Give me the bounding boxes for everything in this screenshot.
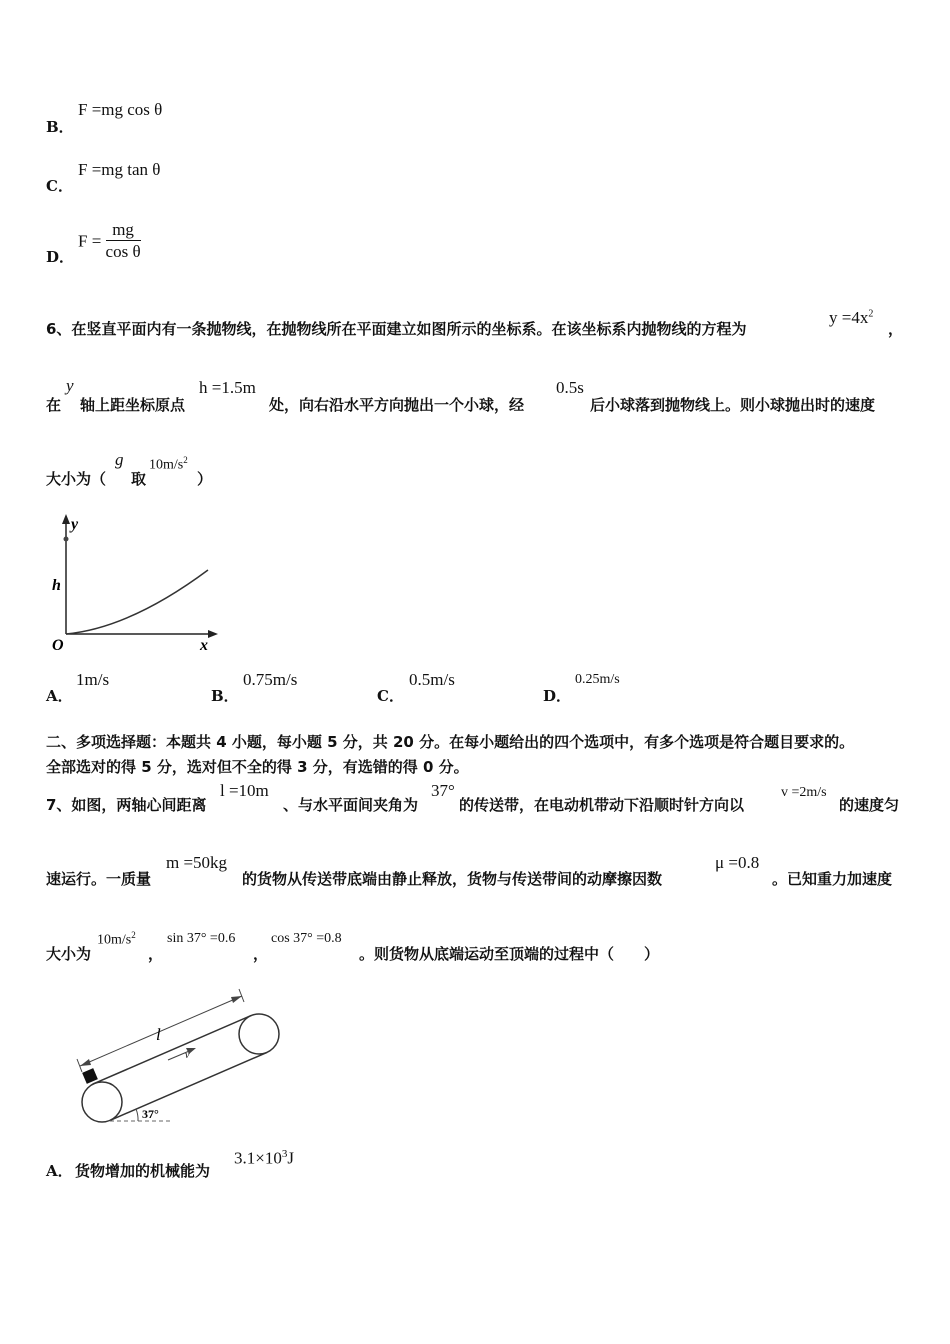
q7-option-a-label: A．	[46, 1162, 73, 1180]
option-d-numerator: mg	[106, 220, 141, 241]
q6-height: h =1.5m	[199, 378, 256, 397]
option-d-fraction	[106, 220, 141, 263]
fig-angle-label: 37°	[142, 1107, 159, 1121]
option-c-formula: F =mg tan θ	[78, 160, 161, 179]
fig-y-label: y	[71, 516, 79, 533]
option-b-formula: F =mg cos θ	[78, 100, 163, 119]
q7-option-a-value: $3.1\times 10^3J$	[234, 1148, 294, 1168]
fig-velocity-label: v	[185, 1050, 190, 1061]
q6-line3-a: 大小为（	[46, 470, 107, 488]
q7-friction-coefficient: μ =0.8	[715, 853, 760, 872]
q7-line2-c: 。已知重力加速度	[772, 870, 893, 888]
option-d-lhs: F =	[78, 231, 102, 251]
q7-option-a-text: 货物增加的机械能为	[75, 1162, 211, 1180]
q7-line1-d: 的速度匀	[839, 796, 900, 814]
angle-arc	[136, 1109, 138, 1121]
section2-line1: 二、多项选择题：本题共 4 小题，每小题 5 分，共 20 分。在每小题给出的四个选项中，有多个选项是符合题目要求的。	[46, 733, 855, 751]
q6-option-d-label: D．	[543, 687, 572, 705]
fig-length-label: l	[156, 1025, 161, 1044]
q6-y-symbol: y	[66, 376, 74, 395]
q6-g-value: $10m/s^2$	[149, 455, 188, 473]
fig-origin-label: O	[52, 637, 64, 654]
q7-conveyor-figure	[72, 982, 287, 1127]
q6-line1-text: 6、在竖直平面内有一条抛物线，在抛物线所在平面建立如图所示的坐标系。在该坐标系内抛物线的方程为	[46, 320, 747, 338]
q7-line1-b: 、与水平面间夹角为	[283, 796, 419, 814]
q6-line2-d: 后小球落到抛物线上。则小球抛出时的速度	[590, 396, 876, 414]
q7-speed: v =2m/s	[781, 785, 827, 800]
q7-angle: 37°	[431, 781, 455, 800]
q7-line3-b: 。则货物从底端运动至顶端的过程中（ ）	[359, 945, 660, 963]
option-b-label: B．	[46, 118, 74, 136]
q7-sep1: ，	[148, 945, 164, 963]
q7-mass: m =50kg	[166, 853, 228, 872]
q7-sin: sin 37° =0.6	[167, 931, 236, 946]
q7-gravity: $10m/s^2$	[97, 930, 136, 948]
option-c-label: C．	[46, 177, 73, 195]
q6-time: 0.5s	[556, 378, 584, 397]
dim-arrow-left	[80, 1059, 91, 1066]
dim-arrow-right	[231, 996, 242, 1003]
q7-cos: cos 37° =0.8	[271, 931, 342, 946]
cargo-box	[82, 1068, 98, 1084]
option-d-formula	[78, 220, 141, 263]
q6-option-b-value: 0.75m/s	[243, 670, 298, 689]
q6-option-c-label: C．	[377, 687, 404, 705]
fig-x-label: x	[200, 637, 208, 654]
q7-line2-a: 速运行。一质量	[46, 870, 152, 888]
dimension-line	[80, 996, 242, 1066]
y-axis-arrow	[62, 514, 70, 524]
q6-parabola-figure	[40, 510, 225, 655]
q7-line3-a: 大小为	[46, 945, 92, 963]
q6-equation: $y =4x^2$	[829, 308, 874, 327]
q6-option-b-label: B．	[211, 687, 239, 705]
upper-pulley	[239, 1014, 279, 1054]
q7-line1-a: 7、如图，两轴心间距离	[46, 796, 207, 814]
x-axis-arrow	[208, 630, 218, 638]
belt-bottom	[110, 1052, 267, 1120]
lower-pulley	[82, 1082, 122, 1122]
q6-option-c-value: 0.5m/s	[409, 670, 455, 689]
q6-line2-b: 轴上距坐标原点	[80, 396, 186, 414]
q6-line3-b: 取	[131, 470, 147, 488]
fig-h-label: h	[52, 577, 61, 594]
q6-option-d-value: 0.25m/s	[575, 672, 620, 687]
section2-line2: 全部选对的得 5 分，选对但不全的得 3 分，有选错的得 0 分。	[46, 758, 469, 776]
q7-sep2: ，	[253, 945, 269, 963]
launch-point	[64, 537, 69, 542]
q6-line1-end: ，	[888, 320, 904, 338]
q7-line1-c: 的传送带，在电动机带动下沿顺时针方向以	[459, 796, 745, 814]
parabola-curve	[66, 570, 208, 634]
q6-line2-a: 在	[46, 396, 62, 414]
option-d-label: D．	[46, 248, 75, 266]
q6-option-a-value: 1m/s	[76, 670, 110, 689]
q6-g-symbol: g	[115, 450, 124, 469]
q7-distance: l =10m	[220, 781, 269, 800]
option-d-denominator: cos θ	[105, 242, 141, 261]
q6-line2-c: 处，向右沿水平方向抛出一个小球，经	[269, 396, 525, 414]
q6-option-a-label: A．	[46, 687, 73, 705]
q6-line3-end: ）	[197, 470, 213, 488]
dim-tick-right	[239, 989, 244, 1002]
q7-line2-b: 的货物从传送带底端由静止释放，货物与传送带间的动摩擦因数	[242, 870, 663, 888]
